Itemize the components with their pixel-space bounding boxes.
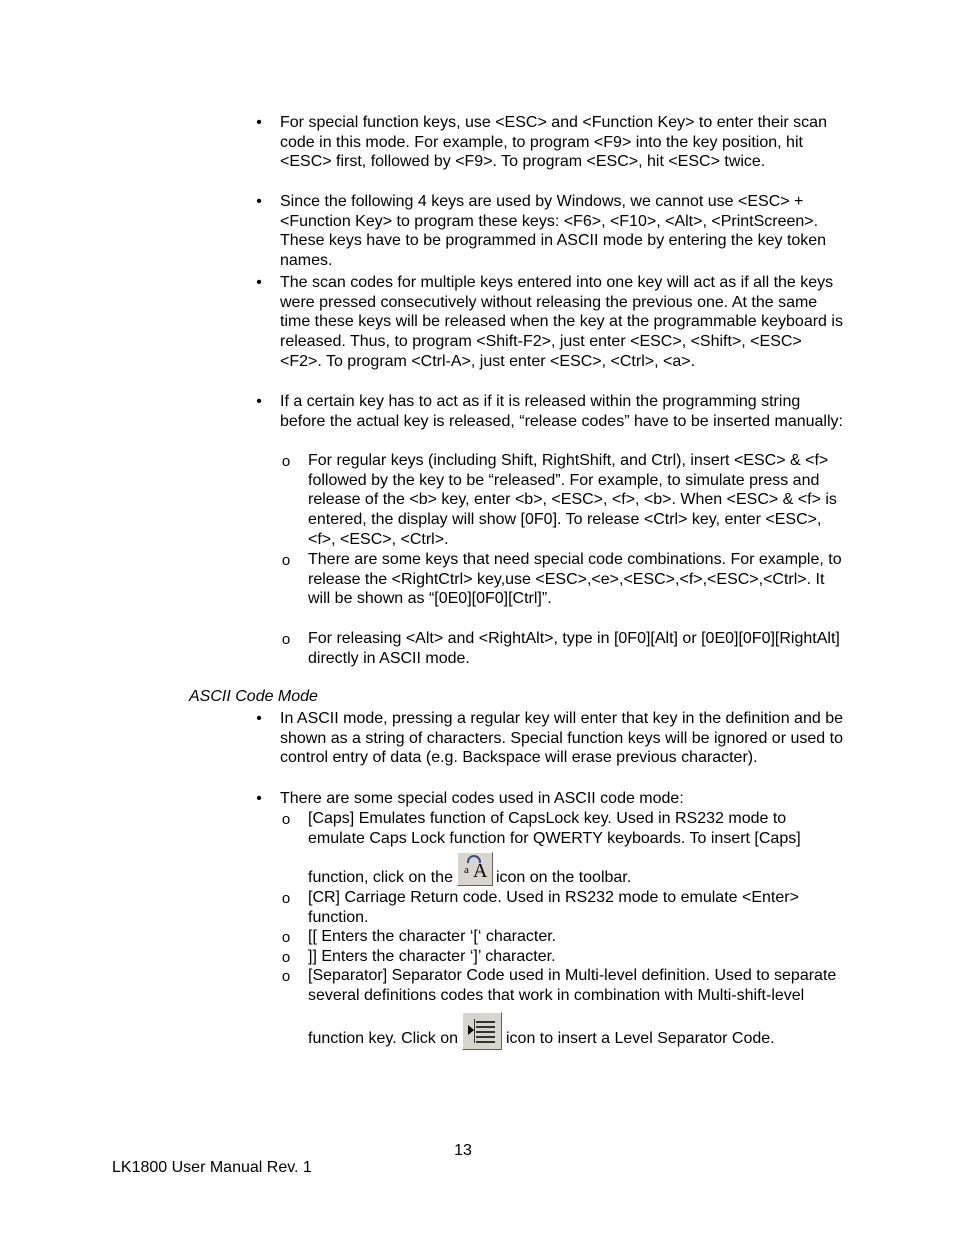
caps-lock-icon: a A: [457, 852, 493, 886]
sub-bullet-marker: o: [281, 453, 291, 470]
sub-list-item: For regular keys (including Shift, RightShift, and Ctrl), insert <ESC> & <f> followed by the key to be “released”. For example, to simulate press and release of the <b> key, enter <b>, <ESC>, <f>, <b>. When <ESC> & <f> is entered, the display will show [0F0]. To release <Ctrl> key, enter <ESC>, <f>, <ESC>, <Ctrl>.: [308, 452, 837, 548]
bullet-marker: •: [256, 193, 262, 210]
list-item: Since the following 4 keys are used by Windows, we cannot use <ESC> + <Function Key> to program these keys: <F6>, <F10>, <Alt>, <PrintScreen>. These keys have to be programmed in ASCII mode by entering the key token names.: [280, 193, 827, 270]
list-item: In ASCII mode, pressing a regular key will enter that key in the definition and be shown as a string of characters. Special function keys will be ignored or used to control entry of data (e.g. Backspace will erase previous character).: [280, 710, 843, 767]
footer-text: LK1800 User Manual Rev. 1: [112, 1159, 312, 1176]
bullet-marker: •: [256, 710, 262, 727]
sub-list-item: ]] Enters the character ‘]’ character.: [308, 948, 556, 965]
page-number: 13: [454, 1142, 472, 1159]
sub-list-item: For releasing <Alt> and <RightAlt>, type in [0F0][Alt] or [0E0][0F0][RightAlt] directly in ASCII mode.: [308, 630, 840, 667]
separator-text-after: icon to insert a Level Separator Code.: [506, 1030, 775, 1048]
sub-list-item: [308, 966, 846, 1049]
list-item: The scan codes for multiple keys entered into one key will act as if all the keys were pressed consecutively without releasing the previous one. At the same time these keys will be released when the key at the programmable keyboard is released. Thus, to program <Shift-F2>, just enter <ESC>, <Shift>, <ESC> <F2>. To program <Ctrl-A>, just enter <ESC>, <Ctrl>, <a>.: [280, 274, 843, 370]
sub-bullet-marker: o: [281, 811, 291, 828]
sub-list-item: [[ Enters the character ‘[‘ character.: [308, 928, 557, 945]
level-separator-icon: [462, 1012, 502, 1050]
sub-bullet-marker: o: [281, 949, 291, 966]
sub-list-item: [CR] Carriage Return code. Used in RS232 mode to emulate <Enter> function.: [308, 889, 799, 926]
sub-bullet-marker: o: [281, 929, 291, 946]
separator-text: [Separator] Separator Code used in Multi-level definition. Used to separate several definitions codes that work in combination with Multi-shift-level function key. Click on: [308, 967, 837, 1048]
list-item: For special function keys, use <ESC> and <Function Key> to enter their scan code in this mode. For example, to program <F9> into the key position, hit <ESC> first, followed by <F9>. To program <ESC>, hit <ESC> twice.: [280, 114, 827, 171]
bullet-marker: •: [256, 393, 262, 410]
section-heading: ASCII Code Mode: [189, 688, 318, 705]
bullet-marker: •: [256, 790, 262, 807]
caps-text: [Caps] Emulates function of CapsLock key. Used in RS232 mode to emulate Caps Lock function for QWERTY keyboards. To insert [Caps] function, click on the: [308, 810, 801, 887]
caps-text-after: icon on the toolbar.: [495, 869, 632, 887]
sub-bullet-marker: o: [281, 631, 291, 648]
sub-bullet-marker: o: [281, 552, 291, 569]
list-item: If a certain key has to act as if it is released within the programming string before the actual key is released, “release codes” have to be inserted manually:: [280, 393, 843, 430]
sub-bullet-marker: o: [281, 890, 291, 907]
sub-list-item: [308, 809, 846, 888]
list-item: There are some special codes used in ASCII code mode:: [280, 790, 684, 807]
bullet-marker: •: [256, 114, 262, 131]
sub-bullet-marker: o: [281, 968, 291, 985]
bullet-marker: •: [256, 274, 262, 291]
sub-list-item: There are some keys that need special code combinations. For example, to release the <RightCtrl> key,use <ESC>,<e>,<ESC>,<f>,<ESC>,<Ctrl>. It will be shown as “[0E0][0F0][Ctrl]”.: [308, 551, 842, 608]
